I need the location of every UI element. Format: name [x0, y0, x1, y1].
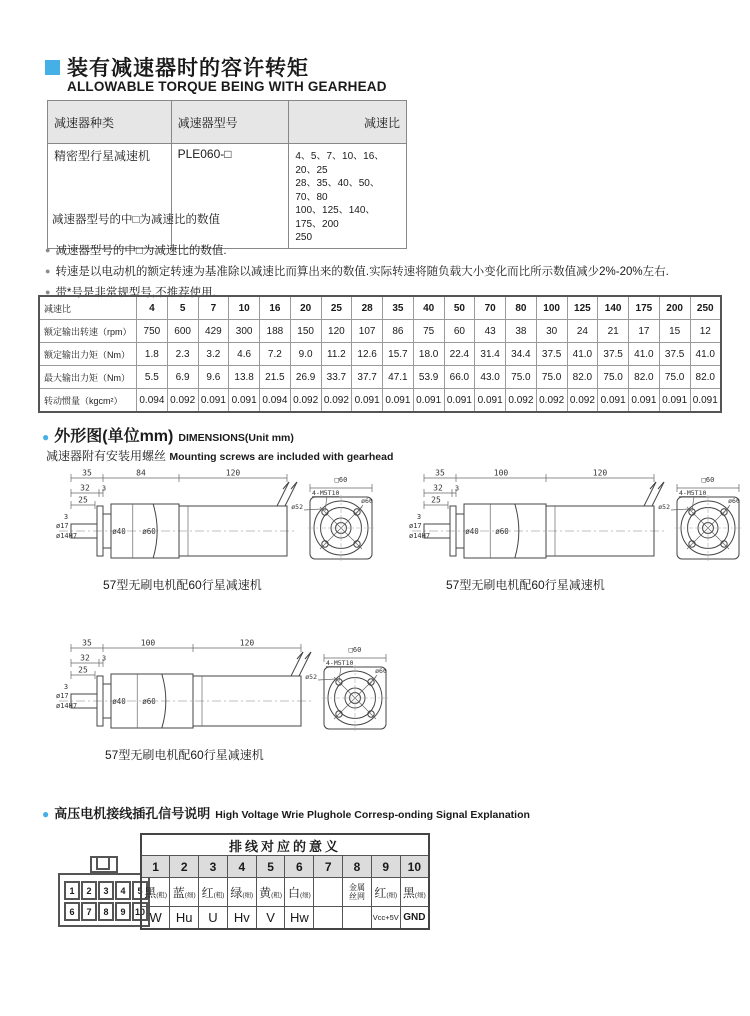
dimension-drawing-svg — [55, 638, 391, 738]
wiring-pin-cell: 7 — [314, 856, 343, 878]
spec-cell: 82.0 — [690, 366, 721, 389]
svg-text:ø60: ø60 — [142, 527, 156, 536]
note-text: 转速是以电动机的额定转速为基准除以减速比而算出来的数值.实际转速将随负载大小变化而比所示数值减少2%-20%左右. — [55, 266, 669, 278]
spec-cell: 300 — [229, 320, 260, 343]
spec-corner: 减速比 — [39, 296, 137, 320]
spec-ratio-cell: 100 — [536, 296, 567, 320]
spec-cell: 0.091 — [352, 389, 383, 413]
svg-text:32: 32 — [80, 483, 90, 493]
ratio-line: 4、5、7、10、16、20、25 — [295, 151, 385, 176]
spec-cell: 6.9 — [167, 366, 198, 389]
spec-cell: 38 — [506, 320, 537, 343]
spec-cell: 0.091 — [475, 389, 506, 413]
svg-text:ø17: ø17 — [409, 522, 422, 530]
spec-ratio-cell: 10 — [229, 296, 260, 320]
spec-cell: 3.2 — [198, 343, 229, 366]
dimensions-heading-cn: 外形图(单位mm) — [54, 428, 174, 445]
wiring-color-cell — [314, 878, 343, 907]
svg-text:ø17: ø17 — [56, 522, 69, 530]
svg-text:4-M5T10: 4-M5T10 — [679, 489, 707, 497]
spec-row-label: 额定输出力矩（Nm） — [39, 343, 137, 366]
svg-text:3: 3 — [101, 484, 107, 493]
note-bullet-icon: ● — [45, 266, 51, 276]
wiring-signal-cell: Hu — [170, 907, 199, 930]
svg-text:ø60: ø60 — [728, 497, 740, 505]
wiring-color-row — [141, 878, 429, 907]
spec-ratio-cell: 35 — [383, 296, 414, 320]
connector-pin: 10 — [132, 902, 148, 921]
wiring-heading-cn: 高压电机接线插孔信号说明 — [54, 806, 211, 821]
svg-text:ø14H7: ø14H7 — [56, 532, 78, 540]
svg-text:35: 35 — [82, 468, 92, 478]
spec-cell: 0.094 — [137, 389, 168, 413]
svg-text:3: 3 — [63, 683, 69, 691]
wiring-pin-cell: 3 — [199, 856, 228, 878]
wiring-signal-cell: V — [256, 907, 285, 930]
spec-ratio-cell: 40 — [413, 296, 444, 320]
svg-text:32: 32 — [433, 483, 443, 493]
dimensions-sub-en: Mounting screws are included with gearhead — [169, 451, 394, 463]
spec-ratio-cell: 4 — [137, 296, 168, 320]
connector-tab-inner — [96, 857, 110, 870]
dimension-drawing-1 — [55, 468, 391, 593]
wiring-signal-cell: W — [141, 907, 170, 930]
spec-row — [39, 389, 721, 413]
spec-cell: 9.6 — [198, 366, 229, 389]
spec-cell: 2.3 — [167, 343, 198, 366]
spec-cell: 37.5 — [659, 343, 690, 366]
wiring-pin-cell: 9 — [371, 856, 400, 878]
spec-cell: 24 — [567, 320, 598, 343]
svg-text:100: 100 — [140, 638, 156, 648]
svg-text:120: 120 — [239, 638, 255, 648]
spec-cell: 0.091 — [659, 389, 690, 413]
spec-cell: 5.5 — [137, 366, 168, 389]
connector-pin: 8 — [98, 902, 114, 921]
svg-text:ø40: ø40 — [465, 527, 479, 536]
drawing-svg-slot — [408, 468, 744, 573]
spec-cell: 0.091 — [383, 389, 414, 413]
svg-text:25: 25 — [78, 665, 88, 675]
wiring-heading — [42, 803, 530, 822]
spec-cell: 13.8 — [229, 366, 260, 389]
svg-text:4-M5T10: 4-M5T10 — [312, 489, 340, 497]
spec-cell: 0.091 — [229, 389, 260, 413]
wiring-signal-cell: Vcc+5V — [371, 907, 400, 930]
dimension-drawing-svg — [408, 468, 744, 568]
svg-text:4-M5T10: 4-M5T10 — [326, 659, 354, 667]
note-text: 减速器型号的中□为减速比的数值. — [55, 245, 227, 257]
svg-text:ø14H7: ø14H7 — [56, 702, 78, 710]
gearhead-header-type: 减速器种类 — [48, 101, 172, 144]
connector-pin: 1 — [64, 881, 80, 900]
spec-cell: 0.092 — [567, 389, 598, 413]
spec-cell: 0.091 — [629, 389, 660, 413]
spec-cell: 15 — [659, 320, 690, 343]
spec-cell: 75.0 — [598, 366, 629, 389]
ratio-line: 100、125、140、175、200 — [295, 205, 376, 230]
spec-cell: 43.0 — [475, 366, 506, 389]
wiring-color-cell: 白(细) — [285, 878, 314, 907]
spec-cell: 0.091 — [198, 389, 229, 413]
spec-cell: 53.9 — [413, 366, 444, 389]
note-item — [45, 261, 669, 282]
connector-row-1 — [64, 881, 148, 900]
spec-cell: 17 — [629, 320, 660, 343]
spec-cell: 429 — [198, 320, 229, 343]
spec-ratio-cell: 50 — [444, 296, 475, 320]
spec-ratio-cell: 7 — [198, 296, 229, 320]
dimensions-heading-en: DIMENSIONS(Unit mm) — [178, 432, 294, 444]
drawing-caption: 57型无刷电机配60行星减速机 — [446, 578, 605, 592]
dimensions-subline — [46, 447, 393, 464]
spec-row — [39, 343, 721, 366]
wiring-pin-cell: 1 — [141, 856, 170, 878]
svg-text:3: 3 — [63, 513, 69, 521]
gearhead-model: PLE060-□ — [171, 144, 289, 249]
page-subtitle: ALLOWABLE TORQUE BEING WITH GEARHEAD — [67, 79, 387, 94]
spec-cell: 37.7 — [352, 366, 383, 389]
svg-text:32: 32 — [80, 653, 90, 663]
spec-cell: 22.4 — [444, 343, 475, 366]
ratio-line: 28、35、40、50、70、80 — [295, 178, 380, 203]
wiring-signal-cell: Hv — [227, 907, 256, 930]
wiring-pin-cell: 10 — [400, 856, 429, 878]
spec-cell: 75.0 — [506, 366, 537, 389]
bullet-icon: ● — [42, 430, 50, 444]
connector-body — [58, 873, 150, 927]
wiring-signal-cell: U — [199, 907, 228, 930]
dimension-drawing-3 — [55, 638, 391, 763]
drawing-caption: 57型无刷电机配60行星减速机 — [103, 578, 262, 592]
wiring-color-cell: 黑(粗) — [141, 878, 170, 907]
spec-cell: 15.7 — [383, 343, 414, 366]
spec-ratio-cell: 250 — [690, 296, 721, 320]
spec-cell: 30 — [536, 320, 567, 343]
spec-cell: 150 — [290, 320, 321, 343]
spec-cell: 41.0 — [567, 343, 598, 366]
spec-ratio-cell: 70 — [475, 296, 506, 320]
spec-cell: 37.5 — [598, 343, 629, 366]
spec-ratio-cell: 25 — [321, 296, 352, 320]
spec-ratio-cell: 28 — [352, 296, 383, 320]
connector-pin: 6 — [64, 902, 80, 921]
svg-text:3: 3 — [101, 654, 107, 663]
svg-text:ø60: ø60 — [495, 527, 509, 536]
spec-cell: 82.0 — [567, 366, 598, 389]
svg-text:25: 25 — [78, 495, 88, 505]
wiring-signal-cell — [343, 907, 372, 930]
drawing-svg-slot — [55, 468, 391, 573]
spec-ratio-cell: 140 — [598, 296, 629, 320]
spec-cell: 0.092 — [506, 389, 537, 413]
spec-cell: 107 — [352, 320, 383, 343]
spec-cell: 600 — [167, 320, 198, 343]
spec-ratio-cell: 5 — [167, 296, 198, 320]
note-bullet-icon: ● — [45, 287, 51, 297]
spec-cell: 31.4 — [475, 343, 506, 366]
wiring-pin-row — [141, 856, 429, 878]
connector-pin: 9 — [115, 902, 131, 921]
spec-row — [39, 366, 721, 389]
spec-ratio-row — [39, 296, 721, 320]
spec-row-label: 转动惯量（kgcm²） — [39, 389, 137, 413]
spec-ratio-cell: 200 — [659, 296, 690, 320]
spec-cell: 750 — [137, 320, 168, 343]
svg-text:100: 100 — [493, 468, 509, 478]
wiring-pin-cell: 2 — [170, 856, 199, 878]
wiring-heading-en: High Voltage Wrie Plughole Corresp-onding Signal Explanation — [215, 809, 530, 821]
wiring-pin-cell: 5 — [256, 856, 285, 878]
spec-ratio-cell: 16 — [260, 296, 291, 320]
svg-text:3: 3 — [454, 484, 460, 493]
connector-tab — [90, 856, 118, 873]
connector-pin: 7 — [81, 902, 97, 921]
wiring-color-cell: 红(粗) — [199, 878, 228, 907]
wiring-color-cell: 黑(细) — [400, 878, 429, 907]
svg-text:ø60: ø60 — [375, 667, 387, 675]
spec-cell: 120 — [321, 320, 352, 343]
drawing-caption: 57型无刷电机配60行星减速机 — [105, 748, 264, 762]
spec-cell: 21.5 — [260, 366, 291, 389]
spec-cell: 0.091 — [690, 389, 721, 413]
dimension-drawing-svg — [55, 468, 391, 568]
spec-ratio-cell: 125 — [567, 296, 598, 320]
spec-cell: 41.0 — [690, 343, 721, 366]
spec-cell: 4.6 — [229, 343, 260, 366]
wiring-color-cell: 绿(细) — [227, 878, 256, 907]
spec-cell: 0.092 — [167, 389, 198, 413]
spec-cell: 82.0 — [629, 366, 660, 389]
wiring-signal-row — [141, 907, 429, 930]
spec-row-label: 最大输出力矩（Nm） — [39, 366, 137, 389]
page-header — [45, 52, 309, 82]
drawing-svg-slot — [55, 638, 391, 743]
connector-diagram — [58, 856, 150, 927]
wiring-pin-cell: 8 — [343, 856, 372, 878]
spec-cell: 75.0 — [536, 366, 567, 389]
gearhead-header-model: 减速器型号 — [171, 101, 289, 144]
spec-cell: 18.0 — [413, 343, 444, 366]
ratio-line: 250 — [295, 232, 313, 243]
spec-cell: 75 — [413, 320, 444, 343]
dimension-drawing-2 — [408, 468, 744, 593]
wiring-pin-cell: 6 — [285, 856, 314, 878]
note-item — [45, 240, 669, 261]
spec-cell: 11.2 — [321, 343, 352, 366]
spec-cell: 21 — [598, 320, 629, 343]
wiring-signal-cell — [314, 907, 343, 930]
wiring-color-cell: 蓝(细) — [170, 878, 199, 907]
connector-pin: 5 — [132, 881, 148, 900]
spec-cell: 47.1 — [383, 366, 414, 389]
svg-text:ø60: ø60 — [142, 697, 156, 706]
spec-cell: 1.8 — [137, 343, 168, 366]
wiring-pin-cell: 4 — [227, 856, 256, 878]
svg-text:□60: □60 — [334, 476, 348, 484]
spec-cell: 75.0 — [659, 366, 690, 389]
spec-cell: 188 — [260, 320, 291, 343]
bullet-icon: ● — [42, 807, 50, 821]
spec-cell: 66.0 — [444, 366, 475, 389]
wiring-table-title: 排线对应的意义 — [141, 834, 429, 856]
spec-cell: 41.0 — [629, 343, 660, 366]
spec-ratio-cell: 175 — [629, 296, 660, 320]
spec-cell: 0.091 — [444, 389, 475, 413]
spec-cell: 60 — [444, 320, 475, 343]
svg-text:84: 84 — [136, 468, 146, 478]
spec-cell: 0.094 — [260, 389, 291, 413]
wiring-table — [140, 833, 430, 930]
page-title: 装有减速器时的容许转矩 — [67, 57, 309, 80]
svg-text:35: 35 — [435, 468, 445, 478]
svg-text:ø14H7: ø14H7 — [409, 532, 431, 540]
spec-cell: 37.5 — [536, 343, 567, 366]
svg-text:□60: □60 — [348, 646, 362, 654]
spec-cell: 7.2 — [260, 343, 291, 366]
svg-text:ø60: ø60 — [361, 497, 373, 505]
wiring-color-cell: 红(细) — [371, 878, 400, 907]
gearhead-header-ratio: 减速比 — [289, 101, 407, 144]
spec-cell: 34.4 — [506, 343, 537, 366]
svg-text:ø17: ø17 — [56, 692, 69, 700]
svg-text:25: 25 — [431, 495, 441, 505]
note-bullet-icon: ● — [45, 245, 51, 255]
notes-list — [45, 240, 669, 303]
dimensions-heading — [42, 423, 294, 446]
title-square-icon — [45, 60, 60, 75]
svg-text:ø52: ø52 — [291, 503, 303, 511]
gearhead-footnote: 减速器型号的中□为减速比的数值 — [52, 214, 220, 226]
spec-ratio-cell: 20 — [290, 296, 321, 320]
spec-cell: 0.091 — [598, 389, 629, 413]
spec-cell: 0.091 — [413, 389, 444, 413]
connector-pin: 3 — [98, 881, 114, 900]
spec-cell: 9.0 — [290, 343, 321, 366]
spec-cell: 33.7 — [321, 366, 352, 389]
svg-text:ø40: ø40 — [112, 697, 126, 706]
spec-cell: 86 — [383, 320, 414, 343]
svg-text:120: 120 — [592, 468, 608, 478]
svg-text:120: 120 — [225, 468, 241, 478]
dimensions-sub-cn: 减速器附有安装用螺丝 — [46, 449, 167, 463]
svg-text:ø52: ø52 — [305, 673, 317, 681]
svg-text:□60: □60 — [701, 476, 715, 484]
spec-row-label: 额定输出转速（rpm） — [39, 320, 137, 343]
note-text: 带*号是非常规型号,不推荐使用. — [55, 287, 216, 299]
spec-table — [38, 295, 722, 413]
connector-pin: 2 — [81, 881, 97, 900]
connector-row-2 — [64, 902, 148, 921]
spec-row — [39, 320, 721, 343]
svg-text:3: 3 — [416, 513, 422, 521]
spec-cell: 43 — [475, 320, 506, 343]
svg-text:35: 35 — [82, 638, 92, 648]
wiring-signal-cell: GND — [400, 907, 429, 930]
spec-cell: 0.092 — [290, 389, 321, 413]
spec-cell: 12.6 — [352, 343, 383, 366]
wiring-color-cell: 金属 丝网 — [343, 878, 372, 907]
spec-cell: 12 — [690, 320, 721, 343]
spec-cell: 0.092 — [321, 389, 352, 413]
wiring-color-cell: 黄(粗) — [256, 878, 285, 907]
svg-text:ø40: ø40 — [112, 527, 126, 536]
spec-cell: 0.092 — [536, 389, 567, 413]
wiring-signal-cell: Hw — [285, 907, 314, 930]
svg-text:ø52: ø52 — [658, 503, 670, 511]
spec-ratio-cell: 80 — [506, 296, 537, 320]
spec-cell: 26.9 — [290, 366, 321, 389]
wiring-title-row — [141, 834, 429, 856]
ratio-values — [289, 144, 407, 249]
connector-pin: 4 — [115, 881, 131, 900]
gearhead-type: 精密型行星减速机 — [48, 144, 172, 249]
